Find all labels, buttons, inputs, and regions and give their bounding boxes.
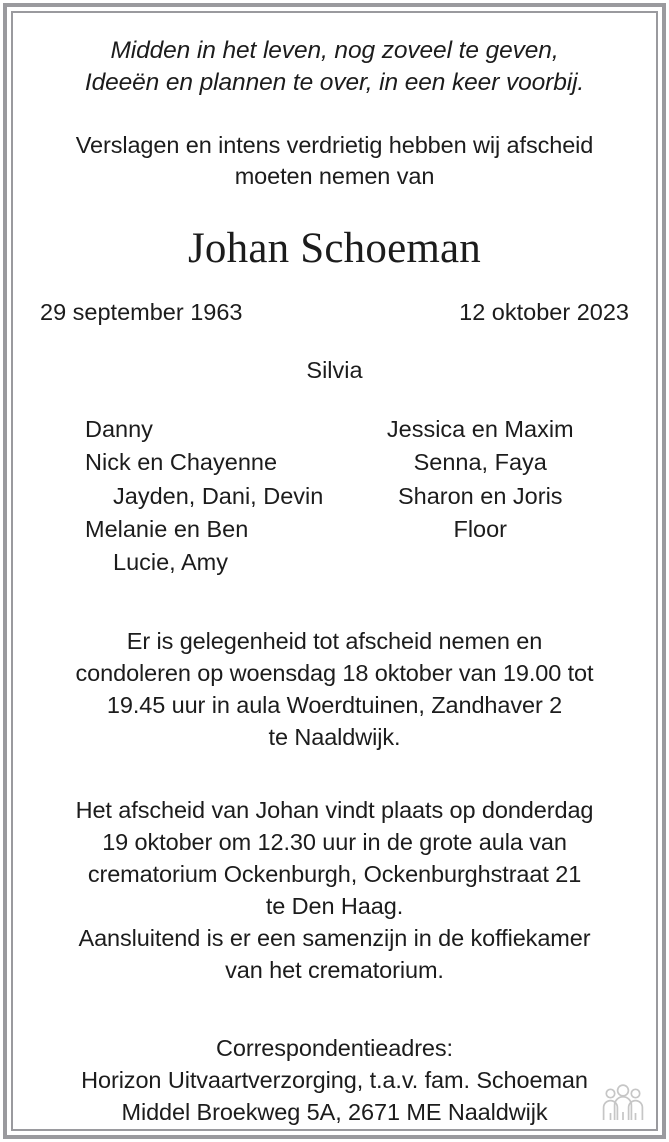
gathering-line: te Naaldwijk. [268,723,401,750]
family-member: Lucie, Amy [113,549,228,576]
life-dates [35,299,634,326]
correspondence-heading: Correspondentieadres: [216,1035,453,1062]
three-people-family-logo [601,1083,645,1123]
intro-line: Verslagen en intens verdrietig hebben wij afscheid [75,131,594,158]
farewell-line: van het crematorium. [225,957,444,984]
farewell-line: Het afscheid van Johan vindt plaats op donderdag [75,797,594,824]
intro-line: moeten nemen van [234,162,435,189]
family-member: Sharon en Joris [397,482,563,509]
gathering-line: condoleren op woensdag 18 oktober van 19.00 tot [75,659,594,686]
poem-line: Midden in het leven, nog zoveel te geven, [110,37,559,64]
family-member: Jessica en Maxim [386,415,574,442]
birth-date: 29 september 1963 [40,298,243,325]
family-member: Senna, Faya [413,449,547,476]
farewell-line: 19 oktober om 12.30 uur in de grote aula van [102,829,567,856]
correspondence-line: Horizon Uitvaartverzorging, t.a.v. fam. Schoeman [81,1067,588,1094]
gathering-line: Er is gelegenheid tot afscheid nemen en [126,627,543,654]
family-member: Floor [453,515,508,542]
family-member: Nick en Chayenne [85,449,278,476]
family-member: Melanie en Ben [85,515,249,542]
death-date: 12 oktober 2023 [459,298,629,325]
gathering-line: 19.45 uur in aula Woerdtuinen, Zandhaver 2 [106,691,563,718]
condolence-gathering-details [35,626,634,754]
family-column-left [35,413,335,580]
farewell-line: te Den Haag. [265,893,404,920]
family-member: Danny [85,415,153,442]
announcement-intro [35,130,634,192]
correspondence-line: Middel Broekweg 5A, 2671 ME Naaldwijk [121,1099,548,1126]
farewell-line: Aansluitend is er een samenzijn in de koffiekamer [78,925,591,952]
family-member: Jayden, Dani, Devin [113,482,324,509]
memorial-poem [35,13,634,99]
correspondence-address [35,1033,634,1129]
surviving-family [35,413,634,580]
farewell-line: crematorium Ockenburgh, Ockenburghstraat 21 [87,861,582,888]
poem-line: Ideeën en plannen te over, in een keer voorbij. [84,68,585,96]
surviving-partner: Silvia [306,356,363,383]
funeral-service-details [35,795,634,987]
deceased-name: Johan Schoeman [188,224,481,272]
obituary-notice [13,13,656,1129]
family-column-right [335,413,635,580]
